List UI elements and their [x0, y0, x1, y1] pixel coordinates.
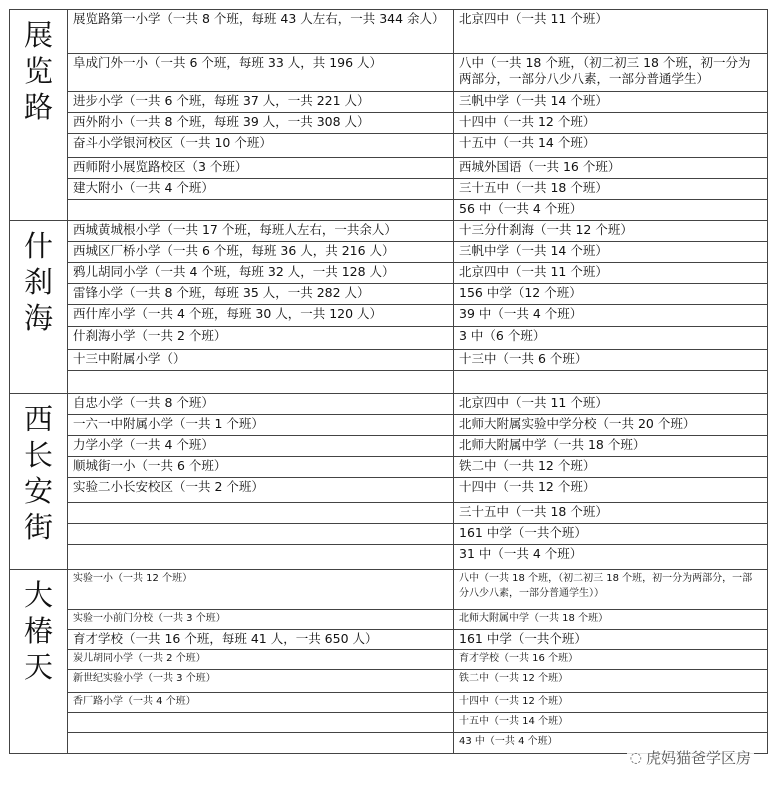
primary-school-cell: 自忠小学（一共 8 个班）	[68, 394, 454, 415]
watermark-text: 虎妈猫爸学区房	[645, 749, 751, 767]
table-row	[10, 630, 768, 650]
primary-school-cell: 进步小学（一共 6 个班，每班 37 人，一共 221 人）	[68, 92, 454, 113]
table-row	[10, 478, 768, 503]
table-row	[10, 570, 768, 610]
table-row	[10, 670, 768, 693]
table-row	[10, 545, 768, 570]
middle-school-cell: 三帆中学（一共 14 个班）	[454, 242, 768, 263]
primary-school-cell: 西城区厂桥小学（一共 6 个班，每班 36 人，共 216 人）	[68, 242, 454, 263]
middle-school-cell	[454, 371, 768, 394]
primary-school-cell: 展览路第一小学（一共 8 个班，每班 43 人左右，一共 344 余人）	[68, 10, 454, 54]
middle-school-cell: 十三中（一共 6 个班）	[454, 350, 768, 371]
middle-school-cell: 北师大附属中学（一共 18 个班）	[454, 436, 768, 457]
primary-school-cell: 阜成门外一小（一共 6 个班，每班 33 人，共 196 人）	[68, 54, 454, 92]
table-row	[10, 503, 768, 524]
table-row	[10, 457, 768, 478]
district-name: 展览路	[23, 18, 53, 124]
table-row	[10, 263, 768, 284]
primary-school-cell	[68, 371, 454, 394]
primary-school-cell: 实验一小前门分校（一共 3 个班）	[68, 610, 454, 630]
middle-school-cell: 育才学校（一共 16 个班）	[454, 650, 768, 670]
table-row	[10, 54, 768, 92]
middle-school-cell: 铁二中（一共 12 个班）	[454, 457, 768, 478]
table-row	[10, 305, 768, 327]
middle-school-cell: 161 中学（一共个班）	[454, 524, 768, 545]
middle-school-cell: 铁二中（一共 12 个班）	[454, 670, 768, 693]
table-row	[10, 371, 768, 394]
primary-school-cell: 新世纪实验小学（一共 3 个班）	[68, 670, 454, 693]
primary-school-cell: 力学小学（一共 4 个班）	[68, 436, 454, 457]
table-row	[10, 415, 768, 436]
primary-school-cell	[68, 545, 454, 570]
table-row	[10, 394, 768, 415]
primary-school-cell	[68, 713, 454, 733]
primary-school-cell	[68, 733, 454, 754]
middle-school-cell: 八中（一共 18 个班，（初二初三 18 个班，初一分为两部分，一部分八少八素，一部分普通学生））	[454, 570, 768, 610]
wechat-icon: ◌	[629, 749, 642, 766]
table-row	[10, 158, 768, 179]
table-row	[10, 242, 768, 263]
middle-school-cell: 三帆中学（一共 14 个班）	[454, 92, 768, 113]
table-row	[10, 524, 768, 545]
middle-school-cell: 北师大附属中学（一共 18 个班）	[454, 610, 768, 630]
primary-school-cell: 雷锋小学（一共 8 个班，每班 35 人，一共 282 人）	[68, 284, 454, 305]
primary-school-cell	[68, 503, 454, 524]
middle-school-cell: 北京四中（一共 11 个班）	[454, 394, 768, 415]
table-row	[10, 610, 768, 630]
middle-school-cell: 北京四中（一共 11 个班）	[454, 10, 768, 54]
table-row	[10, 284, 768, 305]
middle-school-cell: 西城外国语（一共 16 个班）	[454, 158, 768, 179]
primary-school-cell: 西师附小展览路校区（3 个班）	[68, 158, 454, 179]
middle-school-cell: 十四中（一共 12 个班）	[454, 113, 768, 134]
middle-school-cell: 三十五中（一共 18 个班）	[454, 179, 768, 200]
table-row	[10, 221, 768, 242]
middle-school-cell: 十四中（一共 12 个班）	[454, 478, 768, 503]
primary-school-cell: 西什库小学（一共 4 个班，每班 30 人，一共 120 人）	[68, 305, 454, 327]
middle-school-cell: 31 中（一共 4 个班）	[454, 545, 768, 570]
table-row	[10, 113, 768, 134]
primary-school-cell: 鸦儿胡同小学（一共 4 个班，每班 32 人，一共 128 人）	[68, 263, 454, 284]
middle-school-cell: 39 中（一共 4 个班）	[454, 305, 768, 327]
middle-school-cell: 56 中（一共 4 个班）	[454, 200, 768, 221]
middle-school-cell: 三十五中（一共 18 个班）	[454, 503, 768, 524]
table-row	[10, 200, 768, 221]
middle-school-cell: 十五中（一共 14 个班）	[454, 134, 768, 158]
table-row	[10, 350, 768, 371]
middle-school-cell: 43 中（一共 4 个班）	[454, 733, 768, 754]
table-row	[10, 693, 768, 713]
primary-school-cell	[68, 524, 454, 545]
middle-school-cell: 十四中（一共 12 个班）	[454, 693, 768, 713]
primary-school-cell: 什刹海小学（一共 2 个班）	[68, 327, 454, 350]
primary-school-cell: 建大附小（一共 4 个班）	[68, 179, 454, 200]
middle-school-cell: 北京四中（一共 11 个班）	[454, 263, 768, 284]
table-row	[10, 134, 768, 158]
primary-school-cell: 十三中附属小学（）	[68, 350, 454, 371]
primary-school-cell: 实验二小长安校区（一共 2 个班）	[68, 478, 454, 503]
middle-school-cell: 十五中（一共 14 个班）	[454, 713, 768, 733]
middle-school-cell: 八中（一共 18 个班，（初二初三 18 个班，初一分为两部分，一部分八少八素，一部分普通学生）	[454, 54, 768, 92]
primary-school-cell: 炭儿胡同小学（一共 2 个班）	[68, 650, 454, 670]
table-row	[10, 650, 768, 670]
middle-school-cell: 十三分什刹海（一共 12 个班）	[454, 221, 768, 242]
primary-school-cell	[68, 200, 454, 221]
table-row	[10, 179, 768, 200]
middle-school-cell: 北师大附属实验中学分校（一共 20 个班）	[454, 415, 768, 436]
district-name: 西长安街	[23, 402, 53, 544]
primary-school-cell: 顺城街一小（一共 6 个班）	[68, 457, 454, 478]
primary-school-cell: 一六一中附属小学（一共 1 个班）	[68, 415, 454, 436]
district-cell	[10, 394, 68, 570]
table-row	[10, 92, 768, 113]
primary-school-cell: 香厂路小学（一共 4 个班）	[68, 693, 454, 713]
middle-school-cell: 161 中学（一共个班）	[454, 630, 768, 650]
table-row	[10, 327, 768, 350]
middle-school-cell: 156 中学（12 个班）	[454, 284, 768, 305]
primary-school-cell: 奋斗小学银河校区（一共 10 个班）	[68, 134, 454, 158]
table-row	[10, 436, 768, 457]
watermark	[627, 747, 754, 768]
primary-school-cell: 西外附小（一共 8 个班，每班 39 人，一共 308 人）	[68, 113, 454, 134]
district-cell	[10, 570, 68, 754]
district-name: 什刹海	[23, 229, 53, 335]
primary-school-cell: 育才学校（一共 16 个班，每班 41 人，一共 650 人）	[68, 630, 454, 650]
district-cell	[10, 221, 68, 394]
school-district-table	[9, 9, 768, 754]
table-row	[10, 10, 768, 54]
district-name: 大椿天	[23, 578, 53, 684]
district-cell	[10, 10, 68, 221]
primary-school-cell: 西城黄城根小学（一共 17 个班，每班人左右，一共余人）	[68, 221, 454, 242]
primary-school-cell: 实验一小（一共 12 个班）	[68, 570, 454, 610]
middle-school-cell: 3 中（6 个班）	[454, 327, 768, 350]
table-row	[10, 713, 768, 733]
